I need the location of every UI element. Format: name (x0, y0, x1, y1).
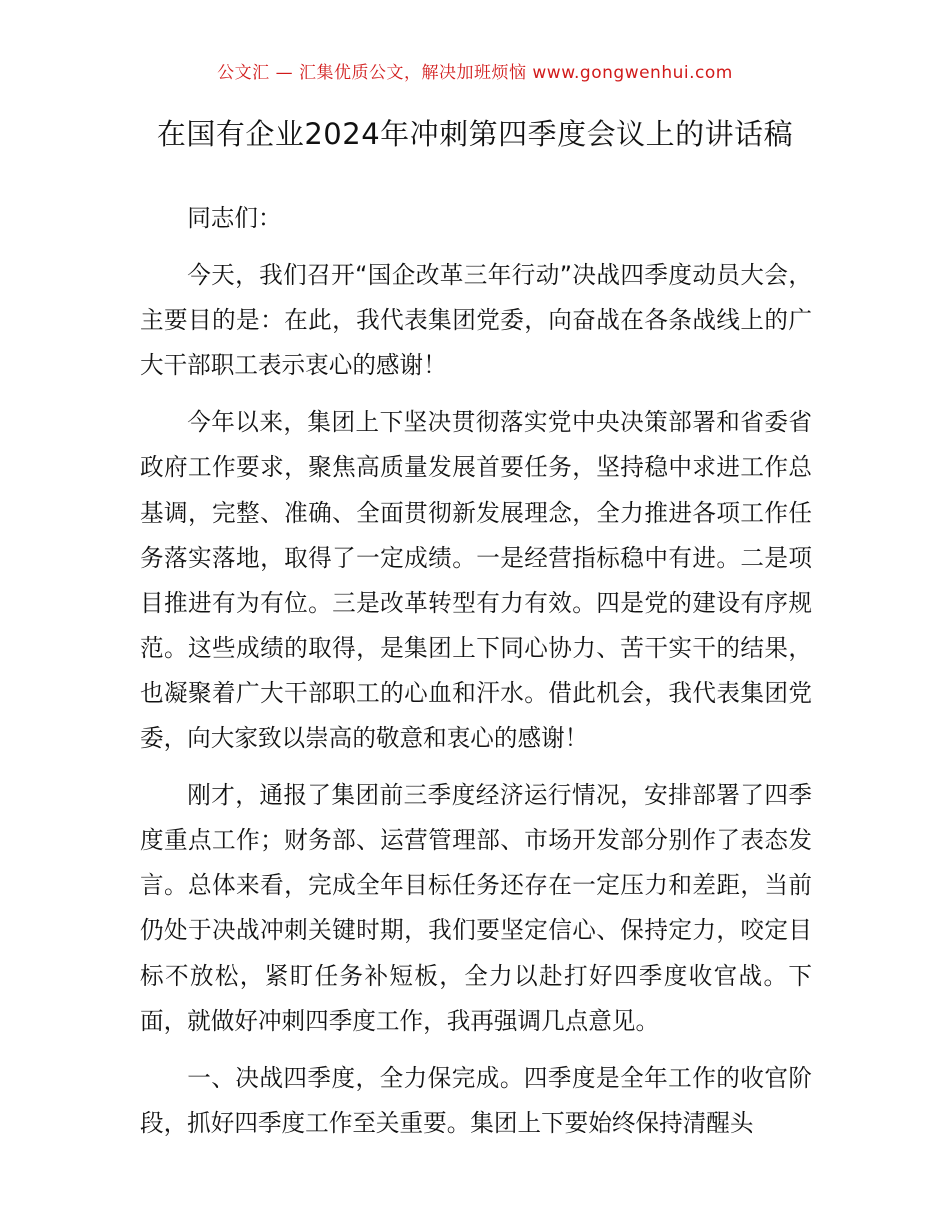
paragraph: 刚才，通报了集团前三季度经济运行情况，安排部署了四季度重点工作；财务部、运营管理部、市场开发部分别作了表态发言。总体来看，完成全年目标任务还存在一定压力和差距，当前仍处于决战冲刺关键时期，我们要坚定信心、保持定力，咬定目标不放松，紧盯任务补短板，全力以赴打好四季度收官战。下面，就做好冲刺四季度工作，我再强调几点意见。 (140, 781, 812, 1035)
greeting: 同志们： (187, 204, 282, 232)
paragraph: 今年以来，集团上下坚决贯彻落实党中央决策部署和省委省政府工作要求，聚焦高质量发展首要任务，坚持稳中求进工作总基调，完整、准确、全面贯彻新发展理念，全力推进各项工作任务落实落地，取得了一定成绩。一是经营指标稳中有进。二是项目推进有为有位。三是改革转型有力有效。四是党的建设有序规范。这些成绩的取得，是集团上下同心协力、苦干实干的结果，也凝聚着广大干部职工的心血和汗水。借此机会，我代表集团党委，向大家致以崇高的敬意和衷心的感谢！ (140, 408, 812, 753)
paragraph: 今天，我们召开“国企改革三年行动”决战四季度动员大会，主要目的是：在此，我代表集团党委，向奋战在各条战线上的广大干部职工表示衷心的感谢！ (140, 261, 812, 380)
paragraph: 一、决战四季度，全力保完成。四季度是全年工作的收官阶段，抓好四季度工作至关重要。集团上下要始终保持清醒头 (140, 1063, 812, 1137)
document-title: 在国有企业2024年冲刺第四季度会议上的讲话稿 (156, 117, 794, 151)
document-body (140, 196, 812, 1158)
header-banner: 公文汇 — 汇集优质公文，解决加班烦恼 www.gongwenhui.com (217, 63, 733, 83)
